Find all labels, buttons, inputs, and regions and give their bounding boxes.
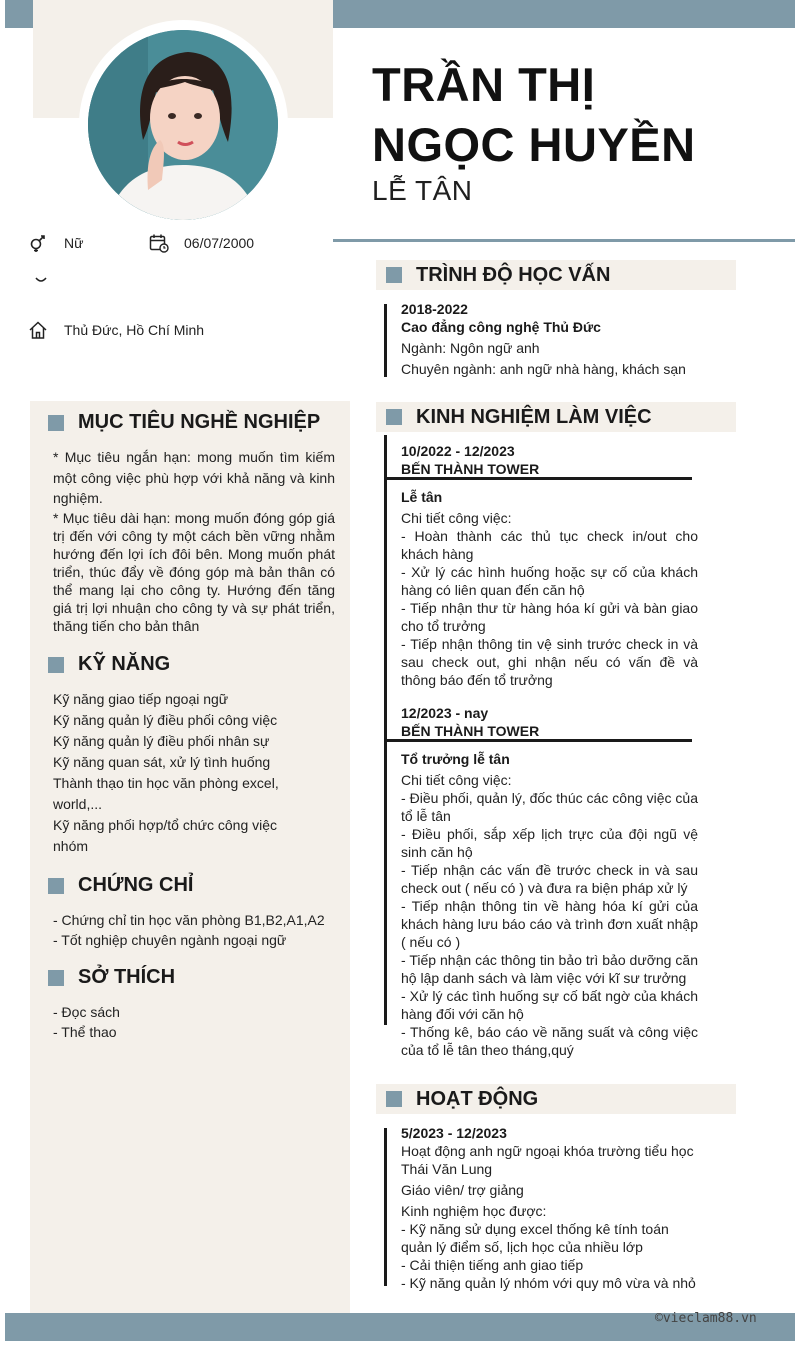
- job-detail-item: - Tiếp nhận các thông tin bảo trì bảo dưỡng căn hộ lập danh sách và làm việc với kĩ sư trưởng: [401, 952, 698, 986]
- section-marker: [48, 878, 64, 894]
- job-role: LỄ TÂN: [372, 175, 473, 206]
- section-marker: [386, 1091, 402, 1107]
- gender-icon: [28, 233, 48, 258]
- job-details-label: Chi tiết công việc:: [401, 772, 512, 788]
- skill-item: Kỹ năng phối hợp/tổ chức công việc nhóm: [53, 817, 278, 854]
- job-detail-item: - Thống kê, báo cáo về năng suất và công việc của tổ lễ tân theo tháng,quý: [401, 1024, 698, 1058]
- objective-short-term: * Mục tiêu ngắn hạn: mong muốn tìm kiếm một công việc phù hợp với khả năng và kinh nghiệm.: [53, 449, 335, 506]
- full-name: [372, 55, 772, 175]
- activity-period: 5/2023 - 12/2023: [401, 1125, 507, 1141]
- job-detail-item: - Tiếp nhận thông tin về hàng hóa kí gửi của khách hàng lưu báo cáo và trình đơn xuất nhập ( nếu có ): [401, 898, 698, 950]
- birthdate-value: 06/07/2000: [184, 235, 255, 251]
- education-specialization: Chuyên ngành: anh ngữ nhà hàng, khách sạn: [401, 361, 686, 377]
- experience-heading: [376, 402, 736, 432]
- activity-lesson-item: - Kỹ năng quản lý nhóm với quy mô vừa và nhỏ: [401, 1275, 696, 1291]
- activity-lesson-item: - Cải thiện tiếng anh giao tiếp: [401, 1257, 584, 1273]
- name-line-2: NGỌC HUYỀN: [372, 118, 696, 171]
- skills-heading: [48, 653, 348, 683]
- activity-entry: [401, 1124, 698, 1292]
- home-icon: [28, 320, 48, 345]
- job-details-label: Chi tiết công việc:: [401, 510, 512, 526]
- skills-title: KỸ NĂNG: [78, 653, 171, 675]
- job-company: BẾN THÀNH TOWER: [401, 723, 540, 739]
- section-marker: [386, 409, 402, 425]
- avatar: [88, 30, 278, 220]
- section-marker: [48, 657, 64, 673]
- hobbies-title: SỞ THÍCH: [78, 966, 176, 988]
- objective-long-term: * Mục tiêu dài hạn: mong muốn đóng góp giá trị đến với công ty một cách bền vững nhằm hướng đến lợi ích đôi bên. Mong muốn phát triển, thúc đẩy về đóng góp mà bản thân có thể mang lại cho công ty. Hướng đến tăng giá trị lợi nhuận cho công ty và sự phát triển, thăng tiến cho bản thân: [53, 510, 335, 634]
- skill-item: Kỹ năng quan sát, xử lý tình huống: [53, 754, 271, 770]
- section-marker: [386, 267, 402, 283]
- job-1-header: [401, 442, 691, 478]
- job-position: Lễ tân: [401, 489, 443, 505]
- education-title: TRÌNH ĐỘ HỌC VẤN: [416, 264, 611, 286]
- smile-icon: [34, 272, 48, 290]
- certificate-item: - Tốt nghiệp chuyên ngành ngoại ngữ: [53, 932, 287, 948]
- section-marker: [48, 970, 64, 986]
- skill-item: Thành thạo tin học văn phòng excel, world,...: [53, 775, 279, 812]
- activity-lesson-item: - Kỹ năng sử dụng excel thống kê tính toán quản lý điểm số, lịch học của nhiều lớp: [401, 1221, 669, 1255]
- objective-title: MỤC TIÊU NGHỀ NGHIỆP: [78, 411, 321, 433]
- skill-item: Kỹ năng quản lý điều phối công việc: [53, 712, 278, 728]
- job-2-separator: [386, 739, 692, 742]
- education-heading: [376, 260, 736, 290]
- objective-heading: [48, 411, 348, 441]
- activities-timeline: [384, 1128, 387, 1286]
- education-period: 2018-2022: [401, 301, 468, 317]
- hobby-item: - Đọc sách: [53, 1004, 120, 1020]
- job-1-body: [401, 488, 698, 689]
- skill-item: Kỹ năng quản lý điều phối nhân sự: [53, 733, 270, 749]
- education-major: Ngành: Ngôn ngữ anh: [401, 340, 540, 356]
- hobbies-list: [53, 1002, 303, 1042]
- job-detail-item: - Tiếp nhận thông tin vệ sinh trước check in và sau check out, ghi nhận nếu có vấn đề và thông báo đến tổ trưởng: [401, 636, 698, 688]
- activity-name: Hoạt động anh ngữ ngoại khóa trường tiểu học Thái Văn Lung: [401, 1143, 694, 1177]
- activities-heading: [376, 1084, 736, 1114]
- job-company: BẾN THÀNH TOWER: [401, 461, 540, 477]
- section-marker: [48, 415, 64, 431]
- job-2-body: [401, 750, 698, 1059]
- job-2-header: [401, 704, 691, 740]
- certificates-title: CHỨNG CHỈ: [78, 874, 194, 896]
- education-timeline: [384, 304, 387, 377]
- experience-timeline: [384, 435, 387, 1025]
- header-divider: [333, 239, 795, 242]
- address-value: Thủ Đức, Hồ Chí Minh: [64, 322, 205, 338]
- activities-title: HOẠT ĐỘNG: [416, 1088, 539, 1110]
- job-detail-item: - Xử lý các tình huống sự cố bất ngờ của khách hàng đối với căn hộ: [401, 988, 698, 1022]
- skill-item: Kỹ năng giao tiếp ngoại ngữ: [53, 691, 229, 707]
- job-detail-item: - Xử lý các hình huống hoặc sự cố của khách hàng có liên quan đến căn hộ: [401, 564, 698, 598]
- certificates-heading: [48, 874, 348, 904]
- hobby-item: - Thể thao: [53, 1024, 117, 1040]
- job-detail-item: - Tiếp nhận thư từ hàng hóa kí gửi và bàn giao cho tổ trưởng: [401, 600, 698, 634]
- watermark: ©vieclam88.vn: [655, 1311, 757, 1326]
- hobbies-heading: [48, 966, 348, 996]
- job-period: 10/2022 - 12/2023: [401, 443, 515, 459]
- calendar-icon: [149, 233, 169, 258]
- job-1-separator: [386, 477, 692, 480]
- experience-title: KINH NGHIỆM LÀM VIỆC: [416, 406, 652, 428]
- job-period: 12/2023 - nay: [401, 705, 489, 721]
- certificate-item: - Chứng chỉ tin học văn phòng B1,B2,A1,A2: [53, 912, 325, 928]
- activity-role: Giáo viên/ trợ giảng: [401, 1182, 524, 1198]
- activity-lessons-label: Kinh nghiệm học được:: [401, 1203, 547, 1219]
- job-detail-item: - Tiếp nhận các vấn đề trước check in và sau check out ( nếu có ) và đưa ra biện pháp xử lý: [401, 862, 698, 896]
- certificates-list: [53, 910, 343, 950]
- name-line-1: TRẦN THỊ: [372, 58, 596, 111]
- job-detail-item: - Điều phối, quản lý, đốc thúc các công việc của tổ lễ tân: [401, 790, 698, 824]
- education-entry: [401, 300, 701, 378]
- gender-value: Nữ: [64, 235, 84, 251]
- skills-list: [53, 689, 303, 857]
- job-detail-item: - Điều phối, sắp xếp lịch trực của đội ngũ vệ sinh căn hộ: [401, 826, 698, 860]
- job-position: Tổ trưởng lễ tân: [401, 751, 510, 767]
- education-school: Cao đẳng công nghệ Thủ Đức: [401, 319, 601, 335]
- job-detail-item: - Hoàn thành các thủ tục check in/out cho khách hàng: [401, 528, 698, 562]
